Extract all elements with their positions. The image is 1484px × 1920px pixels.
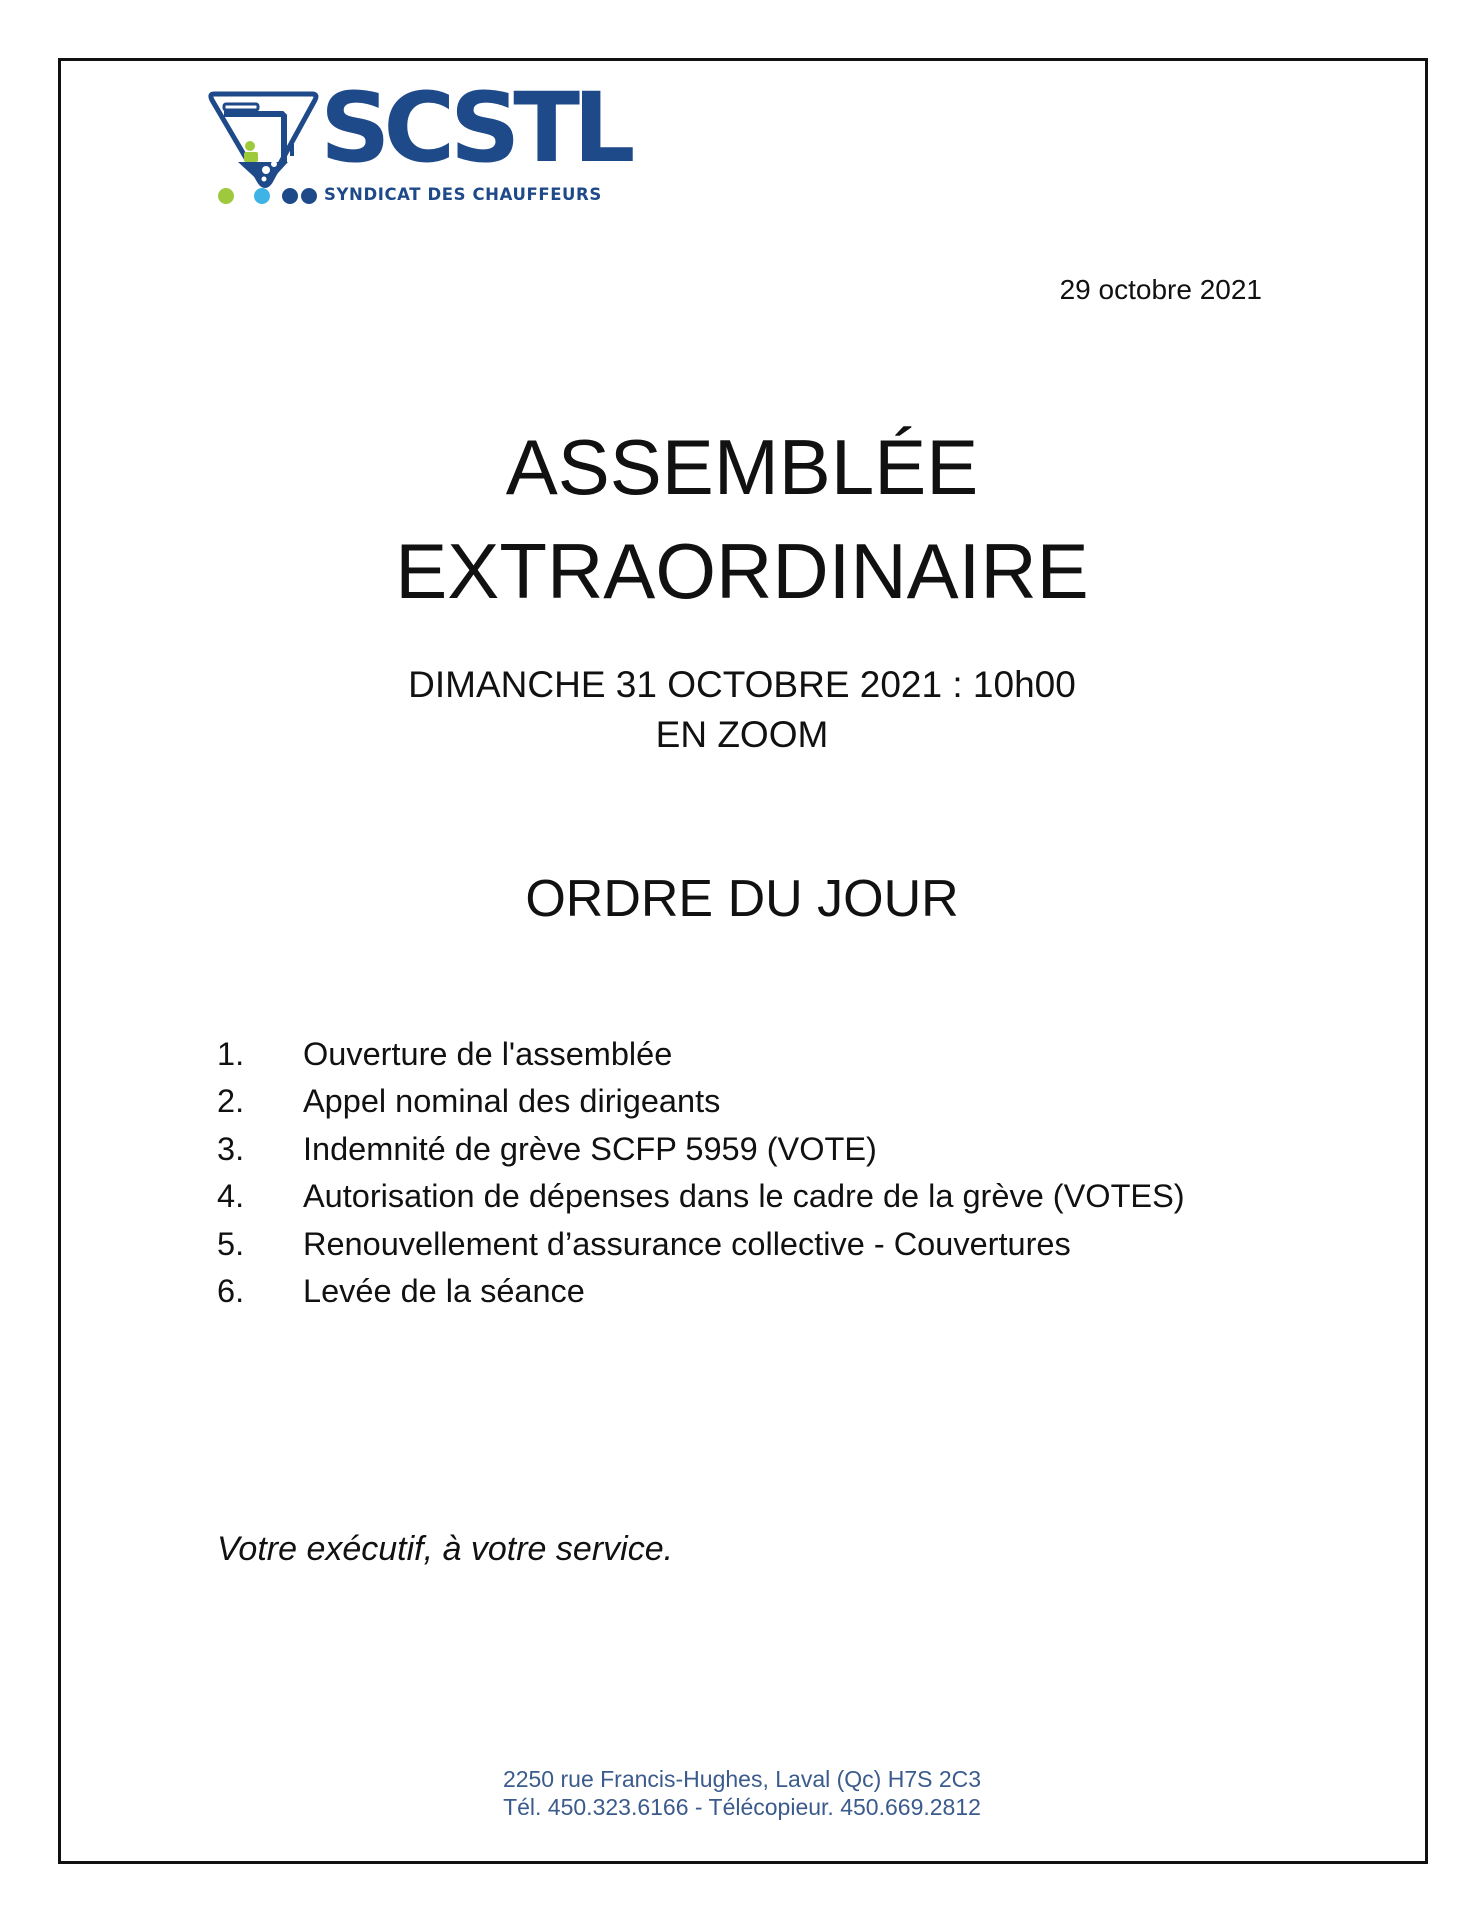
agenda-list	[217, 1031, 1185, 1315]
light-blue-dot-icon	[254, 188, 270, 204]
agenda-item-number: 5.	[217, 1225, 245, 1262]
logo-wordmark: SCSTL	[320, 72, 629, 184]
agenda-item-text: Renouvellement d’assurance collective - Couvertures	[303, 1225, 1071, 1262]
agenda-item-text: Levée de la séance	[303, 1272, 585, 1309]
agenda-item	[217, 1126, 1185, 1173]
logo-subtitle: SYNDICAT DES CHAUFFEURS	[324, 185, 602, 204]
agenda-item	[217, 1268, 1185, 1315]
green-dot-icon	[218, 188, 234, 204]
agenda-item-text: Indemnité de grève SCFP 5959 (VOTE)	[303, 1130, 877, 1167]
agenda-item-number: 3.	[217, 1130, 245, 1167]
document-date: 29 octobre 2021	[1059, 274, 1262, 305]
title-line-1: ASSEMBLÉE	[505, 423, 979, 511]
agenda-item-text: Appel nominal des dirigeants	[303, 1083, 721, 1120]
footer-contact: Tél. 450.323.6166 - Télécopieur. 450.669.2812	[503, 1794, 981, 1820]
agenda-item	[217, 1173, 1185, 1220]
page-border	[58, 58, 1428, 1864]
agenda-heading: ORDRE DU JOUR	[525, 870, 959, 928]
agenda-item-number: 2.	[217, 1083, 245, 1120]
navy-dot-icon	[282, 188, 298, 204]
agenda-item	[217, 1031, 1185, 1078]
bus-triangle-icon	[208, 90, 320, 190]
footer-address: 2250 rue Francis-Hughes, Laval (Qc) H7S 2C3	[502, 1766, 982, 1792]
event-datetime: DIMANCHE 31 OCTOBRE 2021 : 10h00	[408, 664, 1076, 705]
title-line-2: EXTRAORDINAIRE	[395, 527, 1089, 615]
agenda-item-number: 6.	[217, 1272, 245, 1309]
signoff: Votre exécutif, à votre service.	[217, 1530, 674, 1568]
event-location: EN ZOOM	[655, 714, 829, 755]
agenda-item	[217, 1078, 1185, 1125]
agenda-item-text: Ouverture de l'assemblée	[303, 1036, 673, 1072]
agenda-item-number: 1.	[217, 1036, 245, 1072]
agenda-item-text: Autorisation de dépenses dans le cadre de la grève (VOTES)	[303, 1178, 1185, 1215]
agenda-item	[217, 1221, 1185, 1268]
scstl-logo	[208, 72, 629, 210]
agenda-item-number: 4.	[217, 1178, 245, 1215]
navy-dot-icon	[301, 188, 317, 204]
